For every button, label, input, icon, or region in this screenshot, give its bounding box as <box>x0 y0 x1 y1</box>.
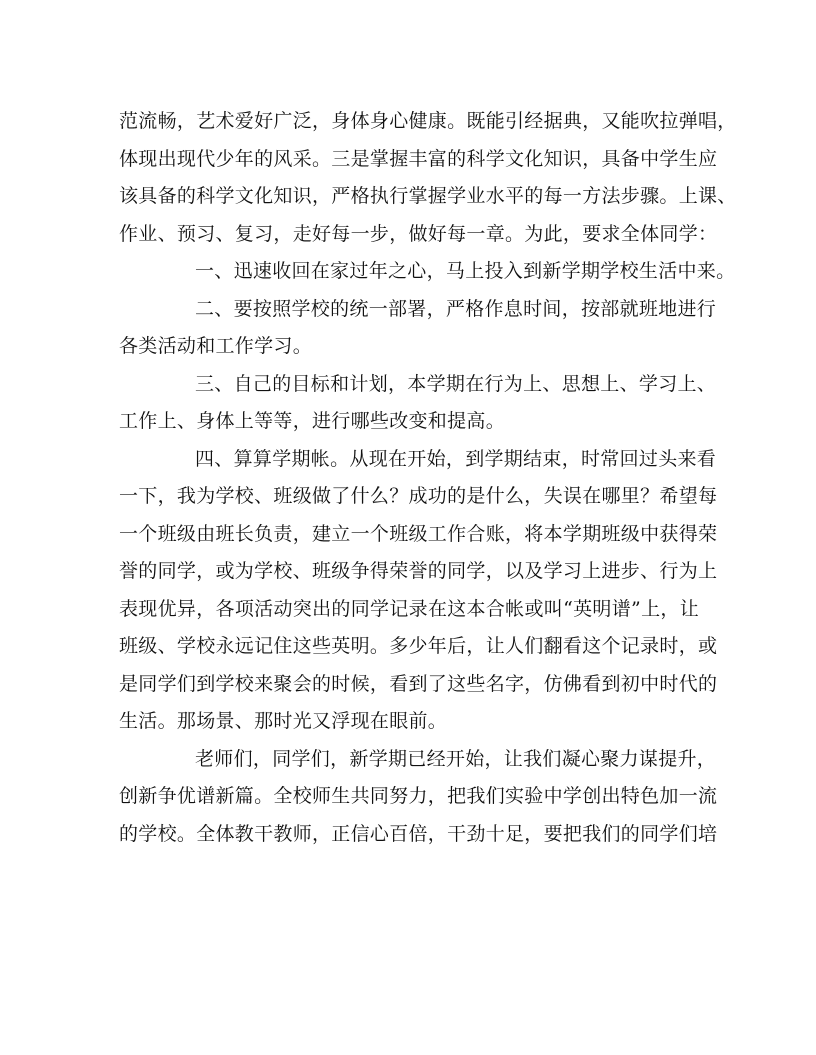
text-line: 一个班级由班长负责，建立一个班级工作合账，将本学期班级中获得荣 <box>119 522 718 545</box>
text-line: 一下，我为学校、班级做了什么？成功的是什么，失误在哪里？希望每 <box>119 485 718 507</box>
text-line: 一、迅速收回在家过年之心，马上投入到新学期学校生活中来。 <box>195 260 736 282</box>
text-line: 班级、学校永远记住这些英明。多少年后，让人们翻看这个记录时，或 <box>119 635 718 657</box>
text-line: 二、要按照学校的统一部署，严格作息时间，按部就班地进行 <box>195 297 717 320</box>
text-line: 表现优异，各项活动突出的同学记录在这本合帐或叫“英明谱”上，让 <box>119 597 699 620</box>
text-line: 誉的同学，或为学校、班级争得荣誉的同学，以及学习上进步、行为上 <box>119 560 718 582</box>
text-line: 范流畅，艺术爱好广泛，身体身心健康。既能引经据典，又能吹拉弹唱， <box>119 110 737 132</box>
text-line: 老师们，同学们，新学期已经开始，让我们凝心聚力谋提升， <box>195 747 717 770</box>
text-line: 工作上、身体上等等，进行哪些改变和提高。 <box>119 410 506 432</box>
text-line: 生活。那场景、那时光又浮现在眼前。 <box>119 710 448 732</box>
text-line: 是同学们到学校来聚会的时候，看到了这些名字，仿佛看到初中时代的 <box>119 672 718 695</box>
body-text <box>119 103 737 853</box>
text-line: 作业、预习、复习，走好每一步，做好每一章。为此，要求全体同学： <box>119 222 718 245</box>
text-line: 三、自己的目标和计划，本学期在行为上、思想上、学习上、 <box>195 372 717 395</box>
text-line: 创新争优谱新篇。全校师生共同努力，把我们实验中学创出特色加一流 <box>119 785 718 807</box>
text-line: 体现出现代少年的风采。三是掌握丰富的科学文化知识，具备中学生应 <box>119 147 718 170</box>
text-line: 该具备的科学文化知识，严格执行掌握学业水平的每一方法步骤。上课、 <box>119 185 737 207</box>
text-line: 的学校。全体教干教师，正信心百倍，干劲十足，要把我们的同学们培 <box>119 822 718 845</box>
text-line: 各类活动和工作学习。 <box>119 335 313 357</box>
text-line: 四、算算学期帐。从现在开始，到学期结束，时常回过头来看 <box>195 447 717 470</box>
